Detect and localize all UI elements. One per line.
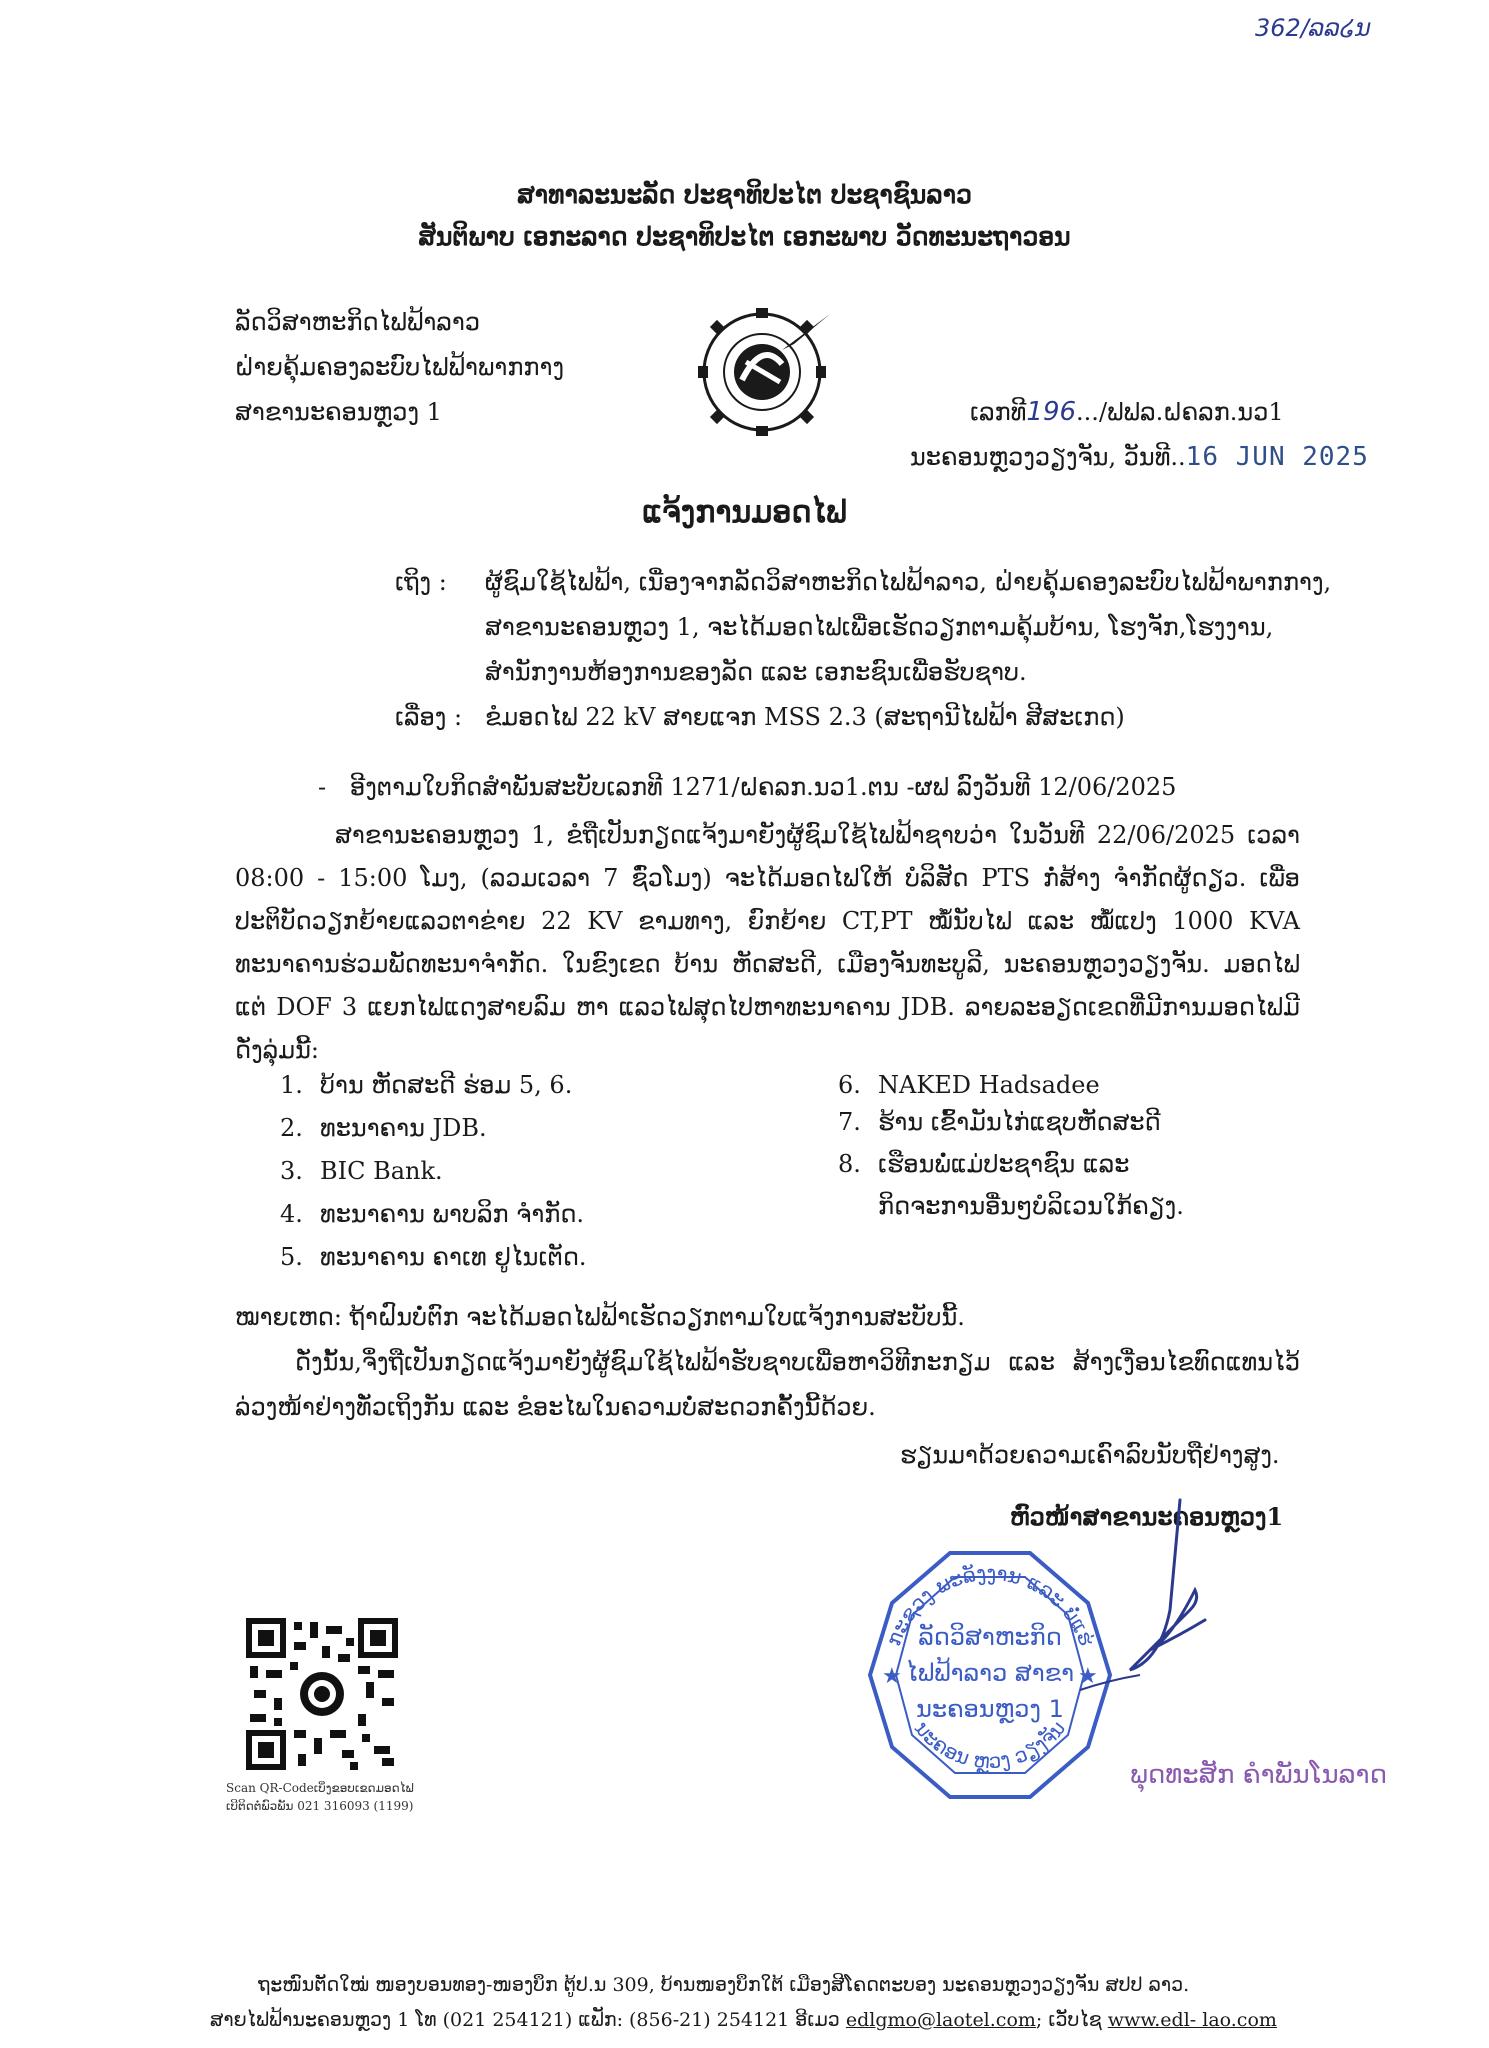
footer-website-link[interactable]: www.edl- lao.com [1107,2009,1277,2031]
qr-code-icon[interactable] [246,1618,398,1770]
to-line2: ສາຂານະຄອນຫຼວງ 1, ຈະໄດ້ມອດໄຟເພື່ອເຮັດວຽກຕາມຄຸ້ມບ້ານ, ໂຮງຈັກ,ໂຮງງານ, [485,613,1274,641]
subject-label: ເລື່ອງ : [395,703,463,731]
stamp-ring-top: ກະຊວງ ພະລັງງານ ແລະ ບໍ່ແຮ່ [881,1560,1099,1650]
stamp-center-line2: ໄຟຟ້າລາວ ສາຂາ [905,1659,1075,1687]
body-line: ແຕ່ DOF 3 ແຍກໄຟແດງສາຍລົມ ຫາ ແລວໄຟສຸດໄປຫາທະນາຄານ JDB. ລາຍລະອຽດເຂດທີ່ມີການມອດໄຟມີ [235,993,1300,1021]
reference-line: ອີງຕາມໃບກິດສຳພັນສະບັບເລກທີ 1271/ຝຄລກ.ນວ1.ຕນ -ຜຟ ລົງວັນທີ 12/06/2025 [350,773,1177,801]
footer-web-label: ; ເວັບໄຊ [1035,2009,1102,2031]
ref-suffix: /ຟຟລ.ຝຄລກ.ນວ1 [1098,398,1284,426]
org-name-line1: ລັດວິສາຫະກິດໄຟຟ້າລາວ [235,308,481,336]
list-item: ກິດຈະການອື່ນໆບໍລິເວນໃກ້ຄຽງ. [878,1192,1184,1220]
area-list-right [838,1068,1184,1231]
place-date-prefix: ນະຄອນຫຼວງວຽງຈັນ, ວັນທີ.. [910,443,1186,471]
national-header-line1: ສາທາລະນະລັດ ປະຊາທິປະໄຕ ປະຊາຊົນລາວ [517,180,972,209]
qr-caption-line1: Scan QR-Codeເບິ່ງຂອບເຂດມອດໄຟ [226,1781,414,1795]
list-item: 6. NAKED Hadsadee [838,1071,1100,1099]
body-line: ດັ່ງລຸ່ມນີ້: [235,1036,319,1064]
date-stamp: 16 JUN 2025 [1185,442,1369,472]
org-name-line3: ສາຂານະຄອນຫຼວງ 1 [235,398,442,426]
org-name-line2: ຝ່າຍຄຸ້ມຄອງລະບົບໄຟຟ້າພາກກາງ [235,353,565,381]
reference-number [970,395,1284,429]
list-item: 8. ເຮືອນພໍ່ແມ່ປະຊາຊົນ ແລະ [838,1150,1130,1178]
note-line1: ໝາຍເຫດ: ຖ້າຝົນບໍ່ຕົກ ຈະໄດ້ມອດໄຟຟ້າເຮັດວຽກຕາມໃບແຈ້ງການສະບັບນີ້. [235,1303,965,1331]
to-label: ເຖິງ : [395,568,447,596]
note-line3: ລ່ວງໜ້າຢ່າງທັ່ວເຖິງກັນ ແລະ ຂໍອະໄພໃນຄວາມບໍ່ສະດວກຄັ້ງນີ້ດ້ວຍ. [235,1393,876,1421]
qr-caption-line2: ເບີຕິດຕໍ່ພົວພັນ 021 316093 (1199) [226,1799,414,1813]
to-line3: ສຳນັກງານຫ້ອງການຂອງລັດ ແລະ ເອກະຊົນເພື່ອຮັບຊາບ. [485,658,1027,686]
signature-icon [1020,1490,1220,1720]
list-item: 4. ທະນາຄານ ພາບລິກ ຈຳກັດ. [280,1200,585,1228]
reference-bullet: - [318,773,327,801]
footer-contact [210,2005,1277,2035]
list-item: 7. ຮ້ານ ເຂົ້າມັນໄກ່ແຊບຫັດສະດີ [838,1108,1161,1136]
list-item: 1. ບ້ານ ຫັດສະດີ ຮ່ອມ 5, 6. [280,1071,573,1099]
signatory-name: ພຸດທະສັກ ຄຳພັນໂນລາດ [1130,1760,1387,1790]
subject-text: ຂໍມອດໄຟ 22 kV ສາຍແຈກ MSS 2.3 (ສະຖານີໄຟຟ້າ ສີສະເກດ) [485,703,1125,731]
body-line: 08:00 - 15:00 ໂມງ, (ລວມເວລາ 7 ຊົ່ວໂມງ) ຈະໄດ້ມອດໄຟໃຫ້ ບໍລິສັດ PTS ກໍ່ສ້າງ ຈຳກັດຜູ້ດຽວ. ເພື່ອ [235,864,1300,892]
body-line: ປະຕິບັດວຽກຍ້າຍແລວຕາຂ່າຍ 22 KV ຂາມທາງ, ຍົກຍ້າຍ CT,PT ໝໍ້ນັບໄຟ ແລະ ໝໍ້ແປງ 1000 KVA [235,907,1300,935]
area-list-left [280,1068,587,1283]
stamp-center-line3: ນະຄອນຫຼວງ 1 [916,1695,1064,1723]
footer-email-link[interactable]: edlgmo@laotel.com [845,2009,1036,2031]
document-title: ແຈ້ງການມອດໄຟ [642,495,847,530]
national-header-line2: ສັນຕິພາບ ເອກະລາດ ປະຊາທິປະໄຕ ເອກະພາບ ວັດທະນະຖາວອນ [418,222,1071,251]
closing-line: ຮຽນມາດ້ວຍຄວາມເຄົາລົບນັບຖືຢ່າງສູງ. [900,1441,1280,1469]
signatory-title: ຫົວໜ້າສາຂານະຄອນຫຼວງ1 [1010,1502,1284,1531]
ref-dots: ... [1076,398,1099,426]
body-line: ທະນາຄານຮ່ວມພັດທະນາຈຳກັດ. ໃນຂົງເຂດ ບ້ານ ຫັດສະດີ, ເມືອງຈັນທະບູລີ, ນະຄອນຫຼວງວຽງຈັນ. ມອດໄຟ [235,950,1300,978]
stamp-ring-bottom: ນະຄອນ ຫຼວງ ວຽງຈັນ [910,1716,1070,1774]
ref-prefix: ເລກທີ [970,398,1027,426]
corner-handwritten-number: 362/ລລ໒ນ [1255,14,1371,42]
stamp-star-right: ★ [1078,1664,1098,1689]
footer-contact-prefix: ສາຍໄຟຟ້ານະຄອນຫຼວງ 1 ໂທ (021 254121) ແຟັກ: (856-21) 254121 ອີເມວ [210,2009,840,2031]
edl-gear-logo-icon [690,300,840,440]
stamp-star-left: ★ [882,1664,902,1689]
to-line1: ຜູ້ຊົມໃຊ້ໄຟຟ້າ, ເນື່ອງຈາກລັດວິສາຫະກິດໄຟຟ້າລາວ, ຝ່າຍຄຸ້ມຄອງລະບົບໄຟຟ້າພາກກາງ, [485,568,1332,596]
place-date-line [910,440,1369,474]
list-item: 3. BIC Bank. [280,1157,443,1185]
list-item: 2. ທະນາຄານ JDB. [280,1114,487,1142]
stamp-center-line1: ລັດວິສາຫະກິດ [918,1623,1062,1651]
body-paragraph [235,818,1300,1067]
note-line2: ດັ່ງນັ້ນ,ຈຶ່ງຖືເປັນກຽດແຈ້ງມາຍັງຜູ້ຊົມໃຊ້ໄຟຟ້າຮັບຊາບເພື່ອຫາວິທີກະກຽມ ແລະ ສ້າງເງື່ອນໄຂທົດແທນໄວ້ [295,1348,1300,1376]
note-paragraph [235,1345,1300,1424]
svg-text:ນະຄອນ ຫຼວງ ວຽງຈັນ [910,1716,1070,1774]
list-item: 5. ທະນາຄານ ຄາເທ ຢູໄນເຕັດ. [280,1243,587,1271]
body-line: ສາຂານະຄອນຫຼວງ 1, ຂໍຖືເປັນກຽດແຈ້ງມາຍັງຜູ້ຊົມໃຊ້ໄຟຟ້າຊາບວ່າ ໃນວັນທີ 22/06/2025 ເວລາ [335,821,1300,849]
ref-handwritten-number: 196 [1026,397,1077,427]
footer-address: ຖະໜົນຕັດໃໝ່ ໜອງບອນທອງ-ໜອງບຶກ ຕູ້ປ.ນ 309, ບ້ານໜອງບຶກໃຕ້ ເມືອງສີໂຄດຕະບອງ ນະຄອນຫຼວງວຽງຈັນ ສປປ ລາວ. [258,1974,1190,1996]
